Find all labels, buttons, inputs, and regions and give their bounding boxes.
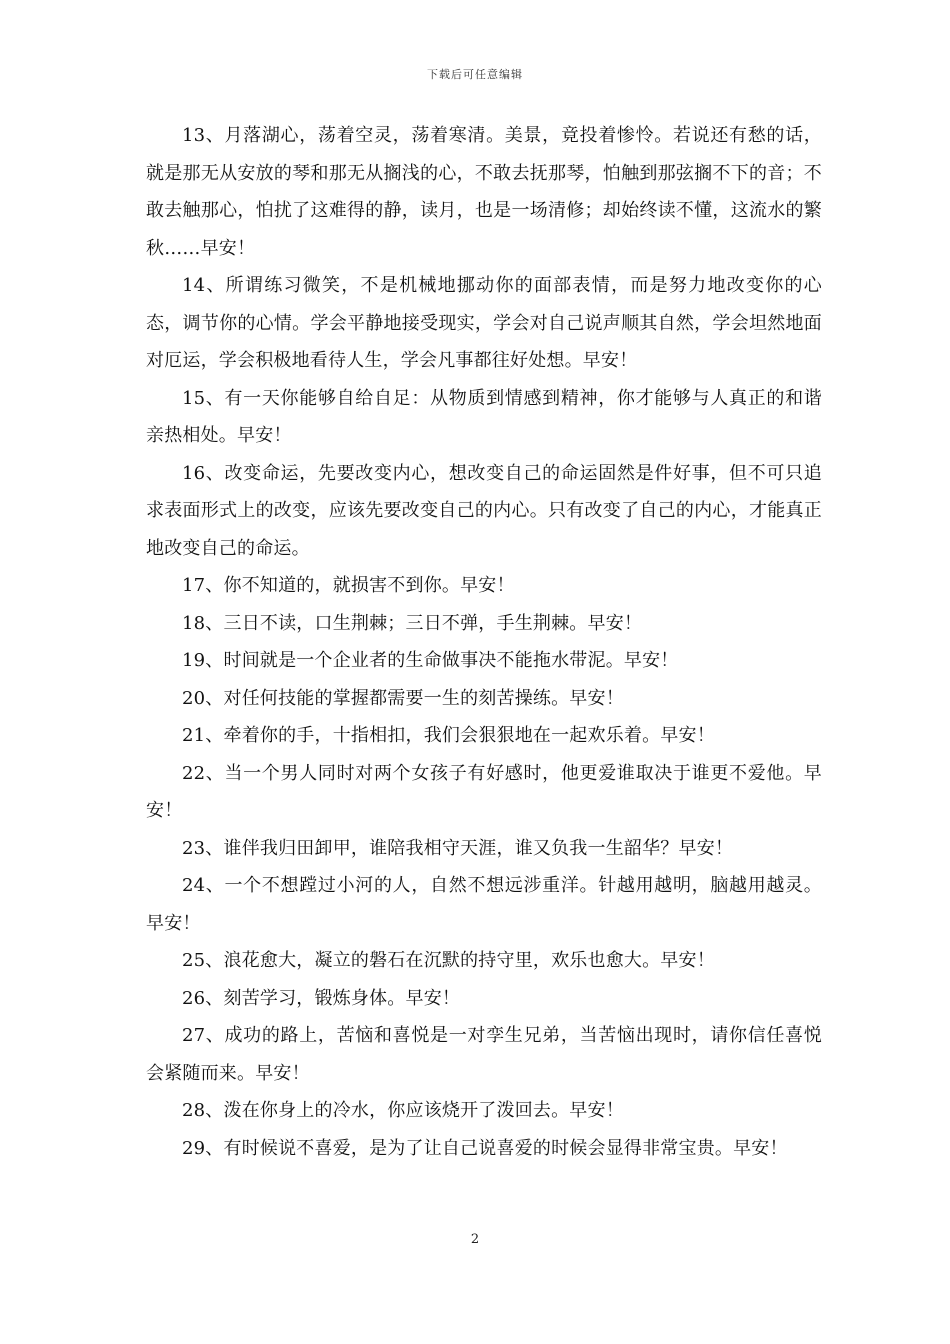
paragraph-18: 18、三日不读，口生荆棘；三日不弹，手生荆棘。早安！ (182, 612, 643, 634)
paragraph-24: 24、一个不想蹚过小河的人，自然不想远涉重洋。针越用越明，脑越用越灵。早安！ (146, 875, 822, 934)
paragraph-29: 29、有时候说不喜爱，是为了让自己说喜爱的时候会显得非常宝贵。早安！ (182, 1137, 788, 1159)
paragraph-26: 26、刻苦学习，锻炼身体。早安！ (182, 987, 461, 1009)
paragraph-22: 22、当一个男人同时对两个女孩子有好感时，他更爱谁取决于谁更不爱他。早安！ (146, 762, 822, 821)
paragraph-21: 21、牵着你的手，十指相扣，我们会狠狠地在一起欢乐着。早安！ (182, 725, 715, 746)
paragraph-14: 14、所谓练习微笑，不是机械地挪动你的面部表情，而是努力地改变你的心态，调节你的心情。学会平静地接受现实，学会对自己说声顺其自然，学会坦然地面对厄运，学会积极地看待人生，学会凡事都往好处想。早安！ (146, 275, 822, 371)
page-content (146, 117, 822, 1167)
paragraph-25: 25、浪花愈大，凝立的磐石在沉默的持守里，欢乐也愈大。早安！ (182, 950, 715, 971)
page-header: 下载后可任意编辑 (427, 68, 523, 81)
paragraph-20: 20、对任何技能的掌握都需要一生的刻苦操练。早安！ (182, 687, 624, 709)
paragraph-19: 19、时间就是一个企业者的生命做事决不能拖水带泥。早安！ (182, 650, 679, 671)
paragraph-17: 17、你不知道的，就损害不到你。早安！ (182, 575, 515, 596)
paragraph-13: 13、月落湖心，荡着空灵，荡着寒清。美景，竟投着惨怜。若说还有愁的话，就是那无从安放的琴和那无从搁浅的心，不敢去抚那琴，怕触到那弦搁不下的音；不敢去触那心，怕扰了这难得的静，读月，也是一场清修；却始终读不懂，这流水的繁秋……早安！ (146, 125, 822, 259)
paragraph-23: 23、谁伴我归田卸甲，谁陪我相守天涯，谁又负我一生韶华？早安！ (182, 837, 734, 859)
paragraph-27: 27、成功的路上，苦恼和喜悦是一对孪生兄弟，当苦恼出现时，请你信任喜悦会紧随而来。早安！ (146, 1025, 822, 1084)
paragraph-16: 16、改变命运，先要改变内心，想改变自己的命运固然是件好事，但不可只追求表面形式上的改变，应该先要改变自己的内心。只有改变了自己的内心，才能真正地改变自己的命运。 (146, 462, 822, 559)
page-number: 2 (470, 1232, 480, 1247)
paragraph-28: 28、泼在你身上的冷水，你应该烧开了泼回去。早安！ (182, 1100, 624, 1121)
paragraph-15: 15、有一天你能够自给自足：从物质到情感到精神，你才能够与人真正的和谐亲热相处。早安！ (146, 387, 822, 446)
